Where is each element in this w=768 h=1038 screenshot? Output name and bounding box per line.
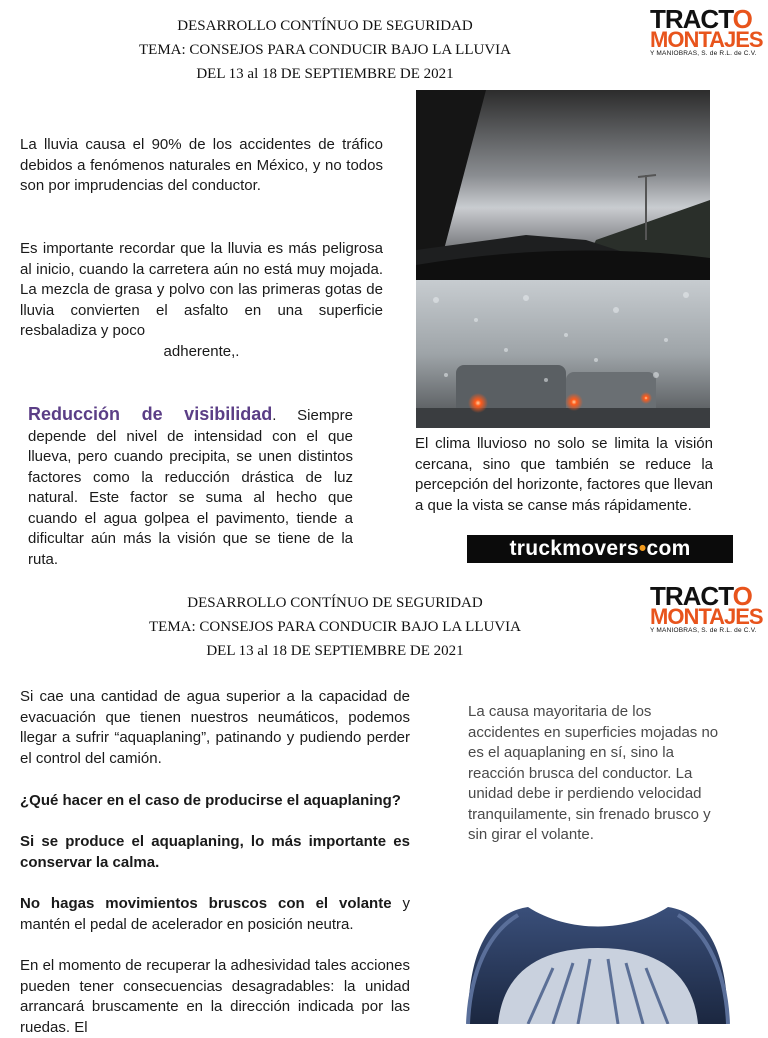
rain-windshield-photo-drawing — [416, 280, 710, 428]
advice-bold: No hagas movimientos bruscos con el volante — [20, 895, 392, 912]
logo-letter-o: O — [732, 4, 752, 34]
logo-subtitle: Y MANIOBRAS, S. de R.L. de C.V. — [650, 50, 757, 57]
advice-rest: y mantén el pedal de acelerador en posición neutra. — [20, 895, 411, 933]
banner-domain: com — [646, 537, 691, 560]
logo-word-montajes: MONTAJES — [650, 604, 763, 629]
side-note: La causa mayoritaria de los accidentes en superficies mojadas no es el aquaplaning en sí, sino la reacción brusca del conductor. La unidad debe ir perdiendo velocidad tranquilamente, sin frenado brusco y sin girar el volante. — [468, 703, 719, 843]
rainy-road-photo-drawing — [416, 90, 710, 280]
banner-dot: • — [638, 537, 647, 560]
tire-illustration — [458, 893, 738, 1024]
aquaplaning-question: ¿Qué hacer en el caso de producirse el aquaplaning? — [20, 792, 401, 809]
aquaplaning-paragraph: Si cae una cantidad de agua superior a la capacidad de evacuación que tienen nuestros neumáticos, podemos llegar a sufrir “aquaplaning”, patinando y pudiendo perder el control del camión. — [20, 688, 410, 767]
rainy-road-photo — [416, 90, 710, 280]
logo-letter-o: O — [732, 581, 752, 611]
header-topic: TEMA: CONSEJOS PARA CONDUCIR BAJO LA LLUVIA — [149, 619, 521, 635]
intro-paragraph: La lluvia causa el 90% de los accidentes de tráfico debidos a fenómenos naturales en México, y no todos son por imprudencias del conductor. — [20, 136, 383, 194]
section2-header — [100, 591, 570, 663]
logo-subtitle: Y MANIOBRAS, S. de R.L. de C.V. — [650, 627, 757, 634]
tire-tread-drawing — [458, 893, 738, 1024]
rain-danger-text: Es importante recordar que la lluvia es más peligrosa al inicio, cuando la carretera aún no está muy mojada. La mezcla de grasa y polvo con las primeras gotas de lluvia convierten el asfalto en una superficie resbaladiza y poco — [20, 240, 383, 339]
aquaplaning-answer: Si se produce el aquaplaning, lo más importante es conservar la calma. — [20, 833, 410, 871]
rain-danger-paragraph — [20, 239, 383, 362]
company-logo — [650, 4, 763, 58]
advice-paragraph — [20, 894, 410, 935]
header-topic: TEMA: CONSEJOS PARA CONDUCIR BAJO LA LLUVIA — [139, 42, 511, 58]
banner-name: truckmovers — [509, 537, 639, 560]
visibility-paragraph — [28, 404, 353, 570]
rain-danger-end: adherente,. — [163, 342, 240, 360]
logo-word-tract: TRACT — [650, 4, 733, 34]
rain-windshield-photo — [416, 280, 710, 428]
visibility-title: Reducción de visibilidad — [28, 404, 273, 424]
photo-caption: El clima lluvioso no solo se limita la visión cercana, sino que también se reduce la percepción del horizonte, factores que llevan a que la vista se canse más rápidamente. — [415, 435, 713, 514]
section1-header — [100, 14, 550, 86]
header-title: DESARROLLO CONTÍNUO DE SEGURIDAD — [187, 595, 483, 611]
header-dates: DEL 13 al 18 DE SEPTIEMBRE DE 2021 — [196, 66, 454, 82]
recovery-paragraph: En el momento de recuperar la adhesividad tales acciones pueden tener consecuencias desagradables: la unidad arrancará bruscamente en la dirección indicada por las ruedas. El — [20, 957, 410, 1036]
visibility-text: . Siempre depende del nivel de intensidad con el que llueva, pero cuando precipita, se unen distintos factores como la reducción drástica de luz natural. Este factor se suma al hecho que cuando el agua golpea el pavimento, tiende a dificultar aún más la visión que se tiene de la ruta. — [28, 407, 353, 568]
truckmovers-banner — [467, 535, 733, 563]
logo-word-montajes: MONTAJES — [650, 27, 763, 52]
company-logo-2 — [650, 581, 763, 635]
logo-word-tract: TRACT — [650, 581, 733, 611]
header-dates: DEL 13 al 18 DE SEPTIEMBRE DE 2021 — [206, 643, 464, 659]
header-title: DESARROLLO CONTÍNUO DE SEGURIDAD — [177, 18, 473, 34]
